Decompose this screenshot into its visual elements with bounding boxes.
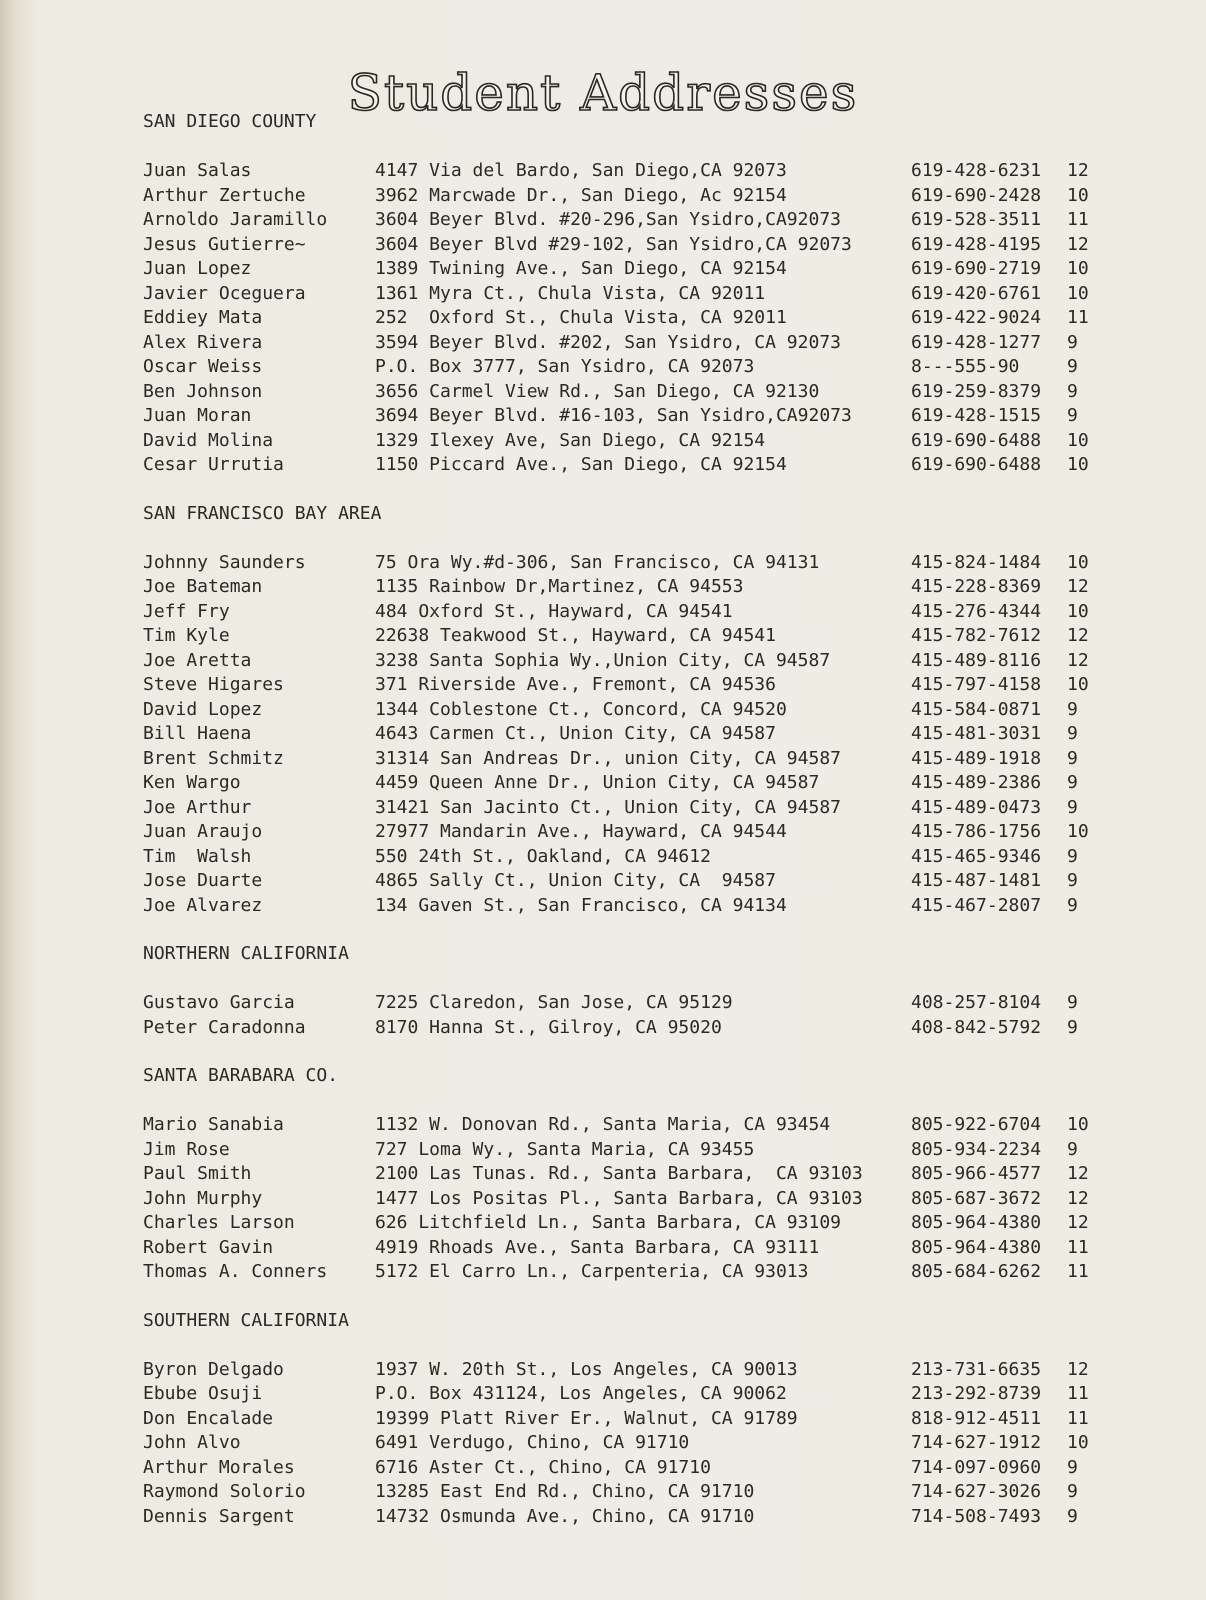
- student-name: Joe Alvarez: [143, 894, 263, 916]
- student-phone: 619-528-3511: [911, 209, 1042, 230]
- student-address: 3604 Beyer Blvd #29-102, San Ysidro,CA 92073: [375, 233, 852, 255]
- student-phone: 415-782-7612: [911, 625, 1042, 646]
- student-grade: 9: [1067, 894, 1078, 916]
- student-phone: 714-627-3026: [911, 1481, 1042, 1502]
- student-grade: 9: [1067, 772, 1078, 793]
- student-grade: 9: [1067, 992, 1078, 1013]
- student-phone: 415-489-2386: [911, 772, 1042, 793]
- student-row: [143, 722, 1103, 747]
- student-address: 252 Oxford St., Chula Vista, CA 92011: [375, 307, 787, 328]
- student-name: John Murphy: [143, 1187, 263, 1209]
- student-phone: 619-420-6761: [911, 282, 1042, 304]
- student-row: [143, 233, 1103, 258]
- address-directory: [143, 110, 1103, 1553]
- student-row: [143, 404, 1103, 429]
- student-grade: 9: [1067, 380, 1078, 402]
- student-row: [143, 1431, 1103, 1456]
- student-grade: 10: [1067, 600, 1089, 622]
- student-row: [143, 600, 1103, 625]
- student-row: [143, 624, 1103, 649]
- student-address: 3962 Marcwade Dr., San Diego, Ac 92154: [375, 184, 787, 206]
- student-grade: 11: [1067, 209, 1089, 230]
- student-address: 22638 Teakwood St., Hayward, CA 94541: [375, 625, 776, 646]
- student-grade: 10: [1067, 454, 1089, 475]
- student-row: [143, 673, 1103, 698]
- student-row: [143, 1358, 1103, 1383]
- student-phone: 213-731-6635: [911, 1358, 1042, 1380]
- student-grade: 11: [1067, 307, 1089, 328]
- student-phone: 415-489-1918: [911, 747, 1042, 769]
- student-name: Jose Duarte: [143, 870, 263, 891]
- student-name: Johnny Saunders: [143, 551, 306, 573]
- student-address: 4865 Sally Ct., Union City, CA 94587: [375, 870, 776, 891]
- student-name: Juan Salas: [143, 160, 252, 181]
- student-address: 1344 Coblestone Ct., Concord, CA 94520: [375, 698, 787, 720]
- student-address: 3594 Beyer Blvd. #202, San Ysidro, CA 92073: [375, 331, 841, 353]
- student-address: P.O. Box 431124, Los Angeles, CA 90062: [375, 1383, 787, 1404]
- student-phone: 619-690-2428: [911, 184, 1042, 206]
- student-address: 550 24th St., Oakland, CA 94612: [375, 845, 711, 867]
- student-name: Juan Moran: [143, 405, 252, 426]
- student-row: [143, 1211, 1103, 1236]
- student-row: [143, 1236, 1103, 1261]
- student-name: Jeff Fry: [143, 600, 230, 622]
- student-address: 1150 Piccard Ave., San Diego, CA 92154: [375, 454, 787, 475]
- student-row: [143, 1260, 1103, 1285]
- student-phone: 619-428-1515: [911, 405, 1042, 426]
- student-name: Arthur Morales: [143, 1456, 295, 1478]
- student-phone: 619-428-1277: [911, 331, 1042, 353]
- student-name: Tim Kyle: [143, 625, 230, 646]
- student-name: Cesar Urrutia: [143, 454, 284, 475]
- student-row: [143, 1162, 1103, 1187]
- student-row: [143, 991, 1103, 1016]
- student-phone: 213-292-8739: [911, 1383, 1042, 1404]
- student-grade: 9: [1067, 723, 1078, 744]
- student-name: Juan Araujo: [143, 821, 263, 842]
- student-name: Mario Sanabia: [143, 1114, 284, 1135]
- student-row: [143, 306, 1103, 331]
- student-phone: 714-097-0960: [911, 1456, 1042, 1478]
- student-grade: 12: [1067, 1163, 1089, 1184]
- student-grade: 12: [1067, 576, 1089, 597]
- student-grade: 11: [1067, 1383, 1089, 1404]
- student-grade: 9: [1067, 1138, 1078, 1160]
- student-phone: 805-966-4577: [911, 1163, 1042, 1184]
- student-phone: 415-481-3031: [911, 723, 1042, 744]
- student-name: Arnoldo Jaramillo: [143, 209, 328, 230]
- student-name: Dennis Sargent: [143, 1505, 295, 1527]
- student-grade: 9: [1067, 845, 1078, 867]
- student-name: Ben Johnson: [143, 380, 263, 402]
- student-row: [143, 331, 1103, 356]
- student-name: Jim Rose: [143, 1138, 230, 1160]
- student-address: 626 Litchfield Ln., Santa Barbara, CA 93109: [375, 1212, 841, 1233]
- student-row: [143, 1382, 1103, 1407]
- student-row: [143, 845, 1103, 870]
- student-grade: 10: [1067, 429, 1089, 451]
- student-phone: 415-489-0473: [911, 796, 1042, 818]
- student-row: [143, 575, 1103, 600]
- student-name: Steve Higares: [143, 674, 284, 695]
- student-grade: 10: [1067, 184, 1089, 206]
- student-row: [143, 747, 1103, 772]
- student-address: 1361 Myra Ct., Chula Vista, CA 92011: [375, 282, 766, 304]
- student-grade: 9: [1067, 405, 1078, 426]
- address-section: [143, 1064, 1103, 1285]
- student-address: 31314 San Andreas Dr., union City, CA 94587: [375, 747, 841, 769]
- student-row: [143, 380, 1103, 405]
- student-row: [143, 208, 1103, 233]
- student-name: Brent Schmitz: [143, 747, 284, 769]
- student-name: Joe Aretta: [143, 649, 252, 671]
- student-address: 1389 Twining Ave., San Diego, CA 92154: [375, 258, 787, 279]
- student-grade: 9: [1067, 331, 1078, 353]
- student-address: 1132 W. Donovan Rd., Santa Maria, CA 93454: [375, 1114, 831, 1135]
- student-row: [143, 649, 1103, 674]
- student-address: 6716 Aster Ct., Chino, CA 91710: [375, 1456, 711, 1478]
- section-heading: NORTHERN CALIFORNIA: [143, 943, 349, 964]
- student-name: Joe Arthur: [143, 796, 252, 818]
- student-phone: 415-465-9346: [911, 845, 1042, 867]
- student-phone: 805-934-2234: [911, 1138, 1042, 1160]
- student-address: 27977 Mandarin Ave., Hayward, CA 94544: [375, 821, 787, 842]
- student-phone: 415-276-4344: [911, 600, 1042, 622]
- student-name: Paul Smith: [143, 1163, 252, 1184]
- student-phone: 714-508-7493: [911, 1505, 1042, 1527]
- student-grade: 9: [1067, 1481, 1078, 1502]
- student-phone: 805-964-4380: [911, 1236, 1042, 1258]
- student-name: Juan Lopez: [143, 258, 252, 279]
- student-grade: 9: [1067, 1456, 1078, 1478]
- student-name: Don Encalade: [143, 1407, 274, 1429]
- student-row: [143, 1187, 1103, 1212]
- student-grade: 12: [1067, 233, 1089, 255]
- student-phone: 415-228-8369: [911, 576, 1042, 597]
- student-row: [143, 355, 1103, 380]
- student-name: Byron Delgado: [143, 1358, 284, 1380]
- student-phone: 805-684-6262: [911, 1261, 1042, 1282]
- student-row: [143, 1456, 1103, 1481]
- student-address: 3604 Beyer Blvd. #20-296,San Ysidro,CA92073: [375, 209, 841, 230]
- student-row: [143, 551, 1103, 576]
- section-heading: SOUTHERN CALIFORNIA: [143, 1309, 349, 1331]
- student-phone: 805-687-3672: [911, 1187, 1042, 1209]
- student-address: 3238 Santa Sophia Wy.,Union City, CA 94587: [375, 649, 831, 671]
- student-grade: 12: [1067, 1187, 1089, 1209]
- student-address: 134 Gaven St., San Francisco, CA 94134: [375, 894, 787, 916]
- student-grade: 9: [1067, 1505, 1078, 1527]
- student-name: Arthur Zertuche: [143, 184, 306, 206]
- student-phone: 619-690-2719: [911, 258, 1042, 279]
- student-row: [143, 1505, 1103, 1530]
- student-row: [143, 1480, 1103, 1505]
- student-grade: 9: [1067, 1016, 1078, 1038]
- student-grade: 12: [1067, 625, 1089, 646]
- student-address: 371 Riverside Ave., Fremont, CA 94536: [375, 674, 776, 695]
- student-name: Tim Walsh: [143, 845, 252, 867]
- address-section: [143, 502, 1103, 919]
- student-name: Charles Larson: [143, 1212, 295, 1233]
- student-phone: 805-922-6704: [911, 1114, 1042, 1135]
- student-address: 1329 Ilexey Ave, San Diego, CA 92154: [375, 429, 766, 451]
- student-phone: 619-428-6231: [911, 160, 1042, 181]
- student-address: 727 Loma Wy., Santa Maria, CA 93455: [375, 1138, 755, 1160]
- student-phone: 415-487-1481: [911, 870, 1042, 891]
- student-address: 4147 Via del Bardo, San Diego,CA 92073: [375, 160, 787, 181]
- student-name: Gustavo Garcia: [143, 992, 295, 1013]
- student-address: 31421 San Jacinto Ct., Union City, CA 94587: [375, 796, 841, 818]
- student-row: [143, 429, 1103, 454]
- student-row: [143, 771, 1103, 796]
- student-address: 6491 Verdugo, Chino, CA 91710: [375, 1432, 690, 1453]
- student-address: 8170 Hanna St., Gilroy, CA 95020: [375, 1016, 722, 1038]
- student-grade: 10: [1067, 1432, 1089, 1453]
- student-name: Ebube Osuji: [143, 1383, 263, 1404]
- student-address: 13285 East End Rd., Chino, CA 91710: [375, 1481, 755, 1502]
- student-phone: 415-797-4158: [911, 674, 1042, 695]
- student-phone: 415-824-1484: [911, 551, 1042, 573]
- student-name: Oscar Weiss: [143, 356, 263, 377]
- student-row: [143, 1113, 1103, 1138]
- student-phone: 408-257-8104: [911, 992, 1042, 1013]
- student-phone: 714-627-1912: [911, 1432, 1042, 1453]
- section-heading: SAN DIEGO COUNTY: [143, 111, 317, 132]
- section-heading: SANTA BARABARA CO.: [143, 1065, 339, 1086]
- student-address: 1135 Rainbow Dr,Martinez, CA 94553: [375, 576, 744, 597]
- student-row: [143, 820, 1103, 845]
- student-name: Peter Caradonna: [143, 1016, 306, 1038]
- student-name: Robert Gavin: [143, 1236, 274, 1258]
- student-phone: 8---555-90: [911, 356, 1020, 377]
- student-grade: 11: [1067, 1261, 1089, 1282]
- student-phone: 415-467-2807: [911, 894, 1042, 916]
- student-row: [143, 1016, 1103, 1041]
- student-address: 484 Oxford St., Hayward, CA 94541: [375, 600, 733, 622]
- student-name: John Alvo: [143, 1432, 241, 1453]
- student-phone: 619-428-4195: [911, 233, 1042, 255]
- student-phone: 619-422-9024: [911, 307, 1042, 328]
- student-grade: 10: [1067, 551, 1089, 573]
- student-row: [143, 453, 1103, 478]
- student-grade: 12: [1067, 1358, 1089, 1380]
- student-name: Raymond Solorio: [143, 1481, 306, 1502]
- student-name: David Molina: [143, 429, 274, 451]
- student-address: P.O. Box 3777, San Ysidro, CA 92073: [375, 356, 755, 377]
- student-phone: 408-842-5792: [911, 1016, 1042, 1038]
- student-grade: 9: [1067, 698, 1078, 720]
- student-grade: 9: [1067, 870, 1078, 891]
- student-grade: 12: [1067, 160, 1089, 181]
- address-section: [143, 110, 1103, 478]
- page-title: Student Addresses: [347, 63, 859, 122]
- student-address: 19399 Platt River Er., Walnut, CA 91789: [375, 1407, 798, 1429]
- student-grade: 12: [1067, 649, 1089, 671]
- student-grade: 10: [1067, 258, 1089, 279]
- student-grade: 10: [1067, 821, 1089, 842]
- student-name: Bill Haena: [143, 723, 252, 744]
- student-address: 4459 Queen Anne Dr., Union City, CA 94587: [375, 772, 820, 793]
- student-name: Thomas A. Conners: [143, 1261, 328, 1282]
- student-address: 75 Ora Wy.#d-306, San Francisco, CA 94131: [375, 551, 820, 573]
- student-address: 5172 El Carro Ln., Carpenteria, CA 93013: [375, 1261, 809, 1282]
- student-address: 3656 Carmel View Rd., San Diego, CA 92130: [375, 380, 820, 402]
- student-grade: 12: [1067, 1212, 1089, 1233]
- student-phone: 619-690-6488: [911, 454, 1042, 475]
- section-heading: SAN FRANCISCO BAY AREA: [143, 502, 382, 524]
- student-phone: 415-786-1756: [911, 821, 1042, 842]
- student-grade: 10: [1067, 1114, 1089, 1135]
- student-phone: 619-690-6488: [911, 429, 1042, 451]
- student-name: David Lopez: [143, 698, 263, 720]
- student-grade: 10: [1067, 674, 1089, 695]
- student-address: 4643 Carmen Ct., Union City, CA 94587: [375, 723, 776, 744]
- student-phone: 619-259-8379: [911, 380, 1042, 402]
- student-row: [143, 282, 1103, 307]
- student-address: 2100 Las Tunas. Rd., Santa Barbara, CA 93103: [375, 1163, 863, 1184]
- student-name: Alex Rivera: [143, 331, 263, 353]
- student-address: 1937 W. 20th St., Los Angeles, CA 90013: [375, 1358, 798, 1380]
- student-row: [143, 894, 1103, 919]
- student-grade: 9: [1067, 356, 1078, 377]
- student-name: Jesus Gutierre~: [143, 233, 306, 255]
- student-phone: 415-489-8116: [911, 649, 1042, 671]
- student-name: Eddiey Mata: [143, 307, 263, 328]
- student-grade: 11: [1067, 1236, 1089, 1258]
- student-row: [143, 1407, 1103, 1432]
- student-grade: 9: [1067, 747, 1078, 769]
- student-row: [143, 184, 1103, 209]
- student-phone: 805-964-4380: [911, 1212, 1042, 1233]
- student-phone: 818-912-4511: [911, 1407, 1042, 1429]
- student-row: [143, 159, 1103, 184]
- student-row: [143, 257, 1103, 282]
- student-address: 7225 Claredon, San Jose, CA 95129: [375, 992, 733, 1013]
- student-row: [143, 869, 1103, 894]
- student-grade: 11: [1067, 1407, 1089, 1429]
- student-address: 3694 Beyer Blvd. #16-103, San Ysidro,CA92073: [375, 405, 852, 426]
- student-grade: 9: [1067, 796, 1078, 818]
- student-row: [143, 1138, 1103, 1163]
- student-address: 1477 Los Positas Pl., Santa Barbara, CA 93103: [375, 1187, 863, 1209]
- student-name: Javier Oceguera: [143, 282, 306, 304]
- student-row: [143, 698, 1103, 723]
- student-address: 4919 Rhoads Ave., Santa Barbara, CA 93111: [375, 1236, 820, 1258]
- student-row: [143, 796, 1103, 821]
- student-name: Joe Bateman: [143, 576, 263, 597]
- student-name: Ken Wargo: [143, 772, 241, 793]
- address-section: [143, 942, 1103, 1040]
- student-address: 14732 Osmunda Ave., Chino, CA 91710: [375, 1505, 755, 1527]
- student-grade: 10: [1067, 282, 1089, 304]
- student-phone: 415-584-0871: [911, 698, 1042, 720]
- address-section: [143, 1309, 1103, 1530]
